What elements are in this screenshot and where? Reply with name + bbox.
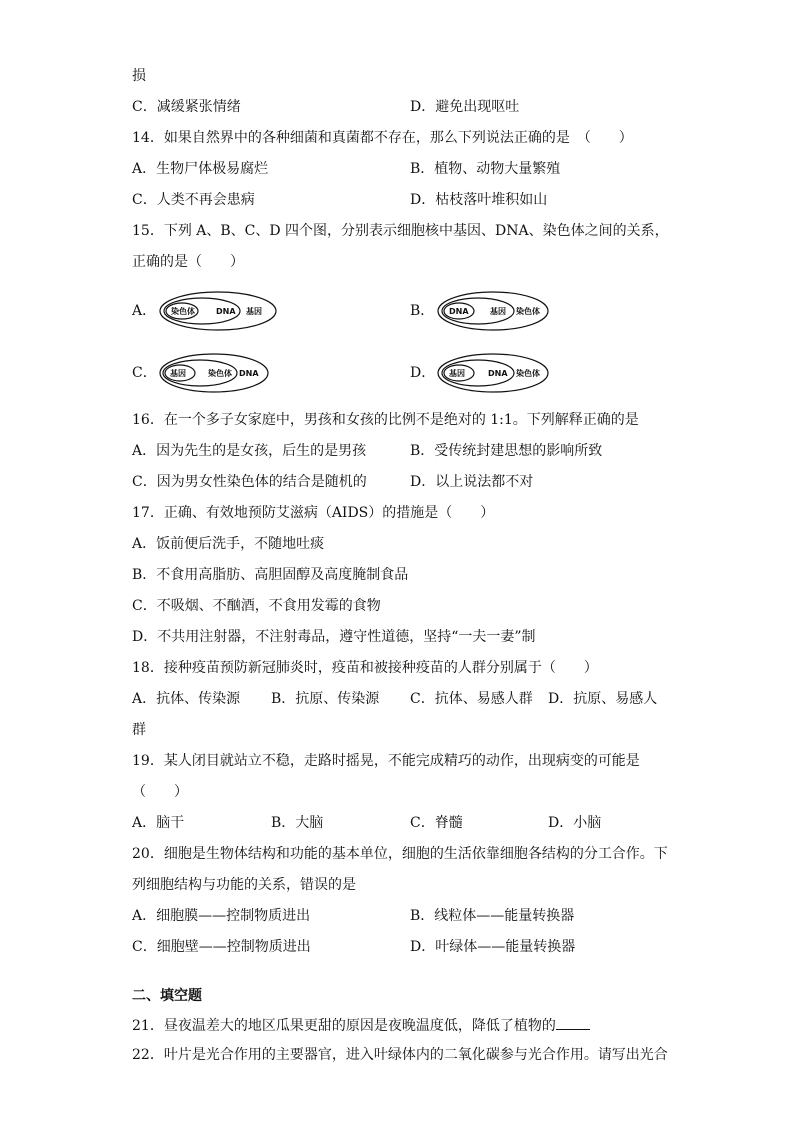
q20-option-b: B．线粒体——能量转换器	[410, 908, 575, 924]
q18-option-a: A．抗体、传染源	[132, 691, 241, 707]
q19-option-c: C．脊髓	[410, 815, 463, 831]
q20-option-a: A．细胞膜——控制物质进出	[132, 908, 311, 924]
q19-stem-line2: （ ）	[132, 784, 188, 800]
q13-option-d: D．避免出现呕吐	[410, 99, 520, 115]
q19-option-b: B．大脑	[271, 815, 324, 831]
venn-label-outer: 染色体	[516, 307, 540, 316]
q17-option-b: B．不食用高脂肪、高胆固醇及高度腌制食品	[132, 567, 409, 583]
venn-label-inner: DNA	[449, 307, 469, 316]
q15-option-b-label: B．	[410, 303, 435, 319]
venn-label-inner: 基因	[449, 369, 465, 378]
venn-label-mid: 染色体	[208, 369, 232, 378]
q18-option-d: D．抗原、易感人	[548, 691, 658, 707]
q15-venn-c	[158, 351, 270, 395]
option-row	[132, 690, 658, 708]
q15-option-d-label: D．	[410, 365, 436, 381]
q18-option-b: B．抗原、传染源	[271, 691, 380, 707]
q16-option-b: B．受传统封建思想的影响所致	[410, 443, 603, 459]
q15-option-a-label: A．	[132, 303, 157, 319]
q14-stem: 14．如果自然界中的各种细菌和真菌都不存在，那么下列说法正确的是 （ ）	[132, 130, 633, 146]
answer-blank	[556, 1015, 590, 1030]
q14-option-c: C．人类不再会患病	[132, 192, 255, 208]
section-heading: 二、填空题	[132, 988, 202, 1004]
option-row	[132, 814, 602, 832]
option-row	[132, 473, 534, 491]
venn-label-mid: DNA	[488, 369, 508, 378]
q20-option-c: C．细胞壁——控制物质进出	[132, 939, 311, 955]
q16-option-c: C．因为男女性染色体的结合是随机的	[132, 474, 367, 490]
q20-option-d: D．叶绿体——能量转换器	[410, 939, 576, 955]
q17-option-d: D．不共用注射器，不注射毒品，遵守性道德，坚持“一夫一妻”制	[132, 629, 536, 645]
q13-option-c: C．减缓紧张情绪	[132, 99, 241, 115]
venn-label-outer: DNA	[239, 369, 259, 378]
q18-option-c: C．抗体、易感人群	[410, 691, 533, 707]
q18-stem: 18．接种疫苗预防新冠肺炎时，疫苗和被接种疫苗的人群分别属于（ ）	[132, 660, 598, 676]
q15-venn-d	[436, 351, 550, 395]
q15-stem-line2: 正确的是（ ）	[132, 254, 244, 270]
q16-option-d: D．以上说法都不对	[410, 474, 534, 490]
q15-venn-b	[436, 289, 550, 333]
option-row	[132, 191, 548, 209]
venn-label-inner: 基因	[170, 369, 186, 378]
q14-option-b: B．植物、动物大量繁殖	[410, 161, 561, 177]
option-row	[132, 938, 576, 956]
venn-label-mid: 基因	[490, 307, 506, 316]
q17-option-c: C．不吸烟、不酗酒，不食用发霉的食物	[132, 598, 381, 614]
option-row	[132, 442, 603, 460]
venn-label-outer: 染色体	[516, 369, 540, 378]
option-row	[132, 98, 520, 116]
q17-option-a: A．饭前便后洗手，不随地吐痰	[132, 536, 325, 552]
q21-stem	[132, 1015, 590, 1035]
q17-stem: 17．正确、有效地预防艾滋病（AIDS）的措施是（ ）	[132, 505, 495, 521]
q19-stem-line1: 19．某人闭目就站立不稳，走路时摇晃，不能完成精巧的动作，出现病变的可能是	[132, 753, 640, 769]
q14-option-a: A．生物尸体极易腐烂	[132, 161, 269, 177]
q19-option-a: A．脑干	[132, 815, 185, 831]
q15-venn-a	[158, 289, 278, 333]
venn-label-inner: 染色体	[171, 307, 195, 316]
q16-option-a: A．因为先生的是女孩，后生的是男孩	[132, 443, 367, 459]
venn-label-outer: 基因	[246, 307, 262, 316]
q18-option-d-wrap: 群	[132, 722, 146, 738]
text-line: 损	[132, 68, 146, 84]
q19-option-d: D．小脑	[548, 815, 602, 831]
q15-option-c-label: C．	[132, 365, 157, 381]
q14-option-d: D．枯枝落叶堆积如山	[410, 192, 548, 208]
q15-stem-line1: 15．下列 A、B、C、D 四个图，分别表示细胞核中基因、DNA、染色体之间的关系，	[132, 223, 669, 239]
option-row	[132, 160, 561, 178]
q16-stem: 16．在一个多子女家庭中，男孩和女孩的比例不是绝对的 1:1。下列解释正确的是	[132, 412, 639, 428]
q20-stem-line1: 20．细胞是生物体结构和功能的基本单位，细胞的生活依靠细胞各结构的分工合作。下	[132, 846, 668, 862]
q20-stem-line2: 列细胞结构与功能的关系，错误的是	[132, 877, 356, 893]
venn-label-mid: DNA	[216, 307, 236, 316]
q21-text: 21．昼夜温差大的地区瓜果更甜的原因是夜晚温度低，降低了植物的	[132, 1018, 556, 1034]
q22-stem: 22．叶片是光合作用的主要器官，进入叶绿体内的二氧化碳参与光合作用。请写出光合	[132, 1047, 668, 1063]
option-row	[132, 907, 575, 925]
